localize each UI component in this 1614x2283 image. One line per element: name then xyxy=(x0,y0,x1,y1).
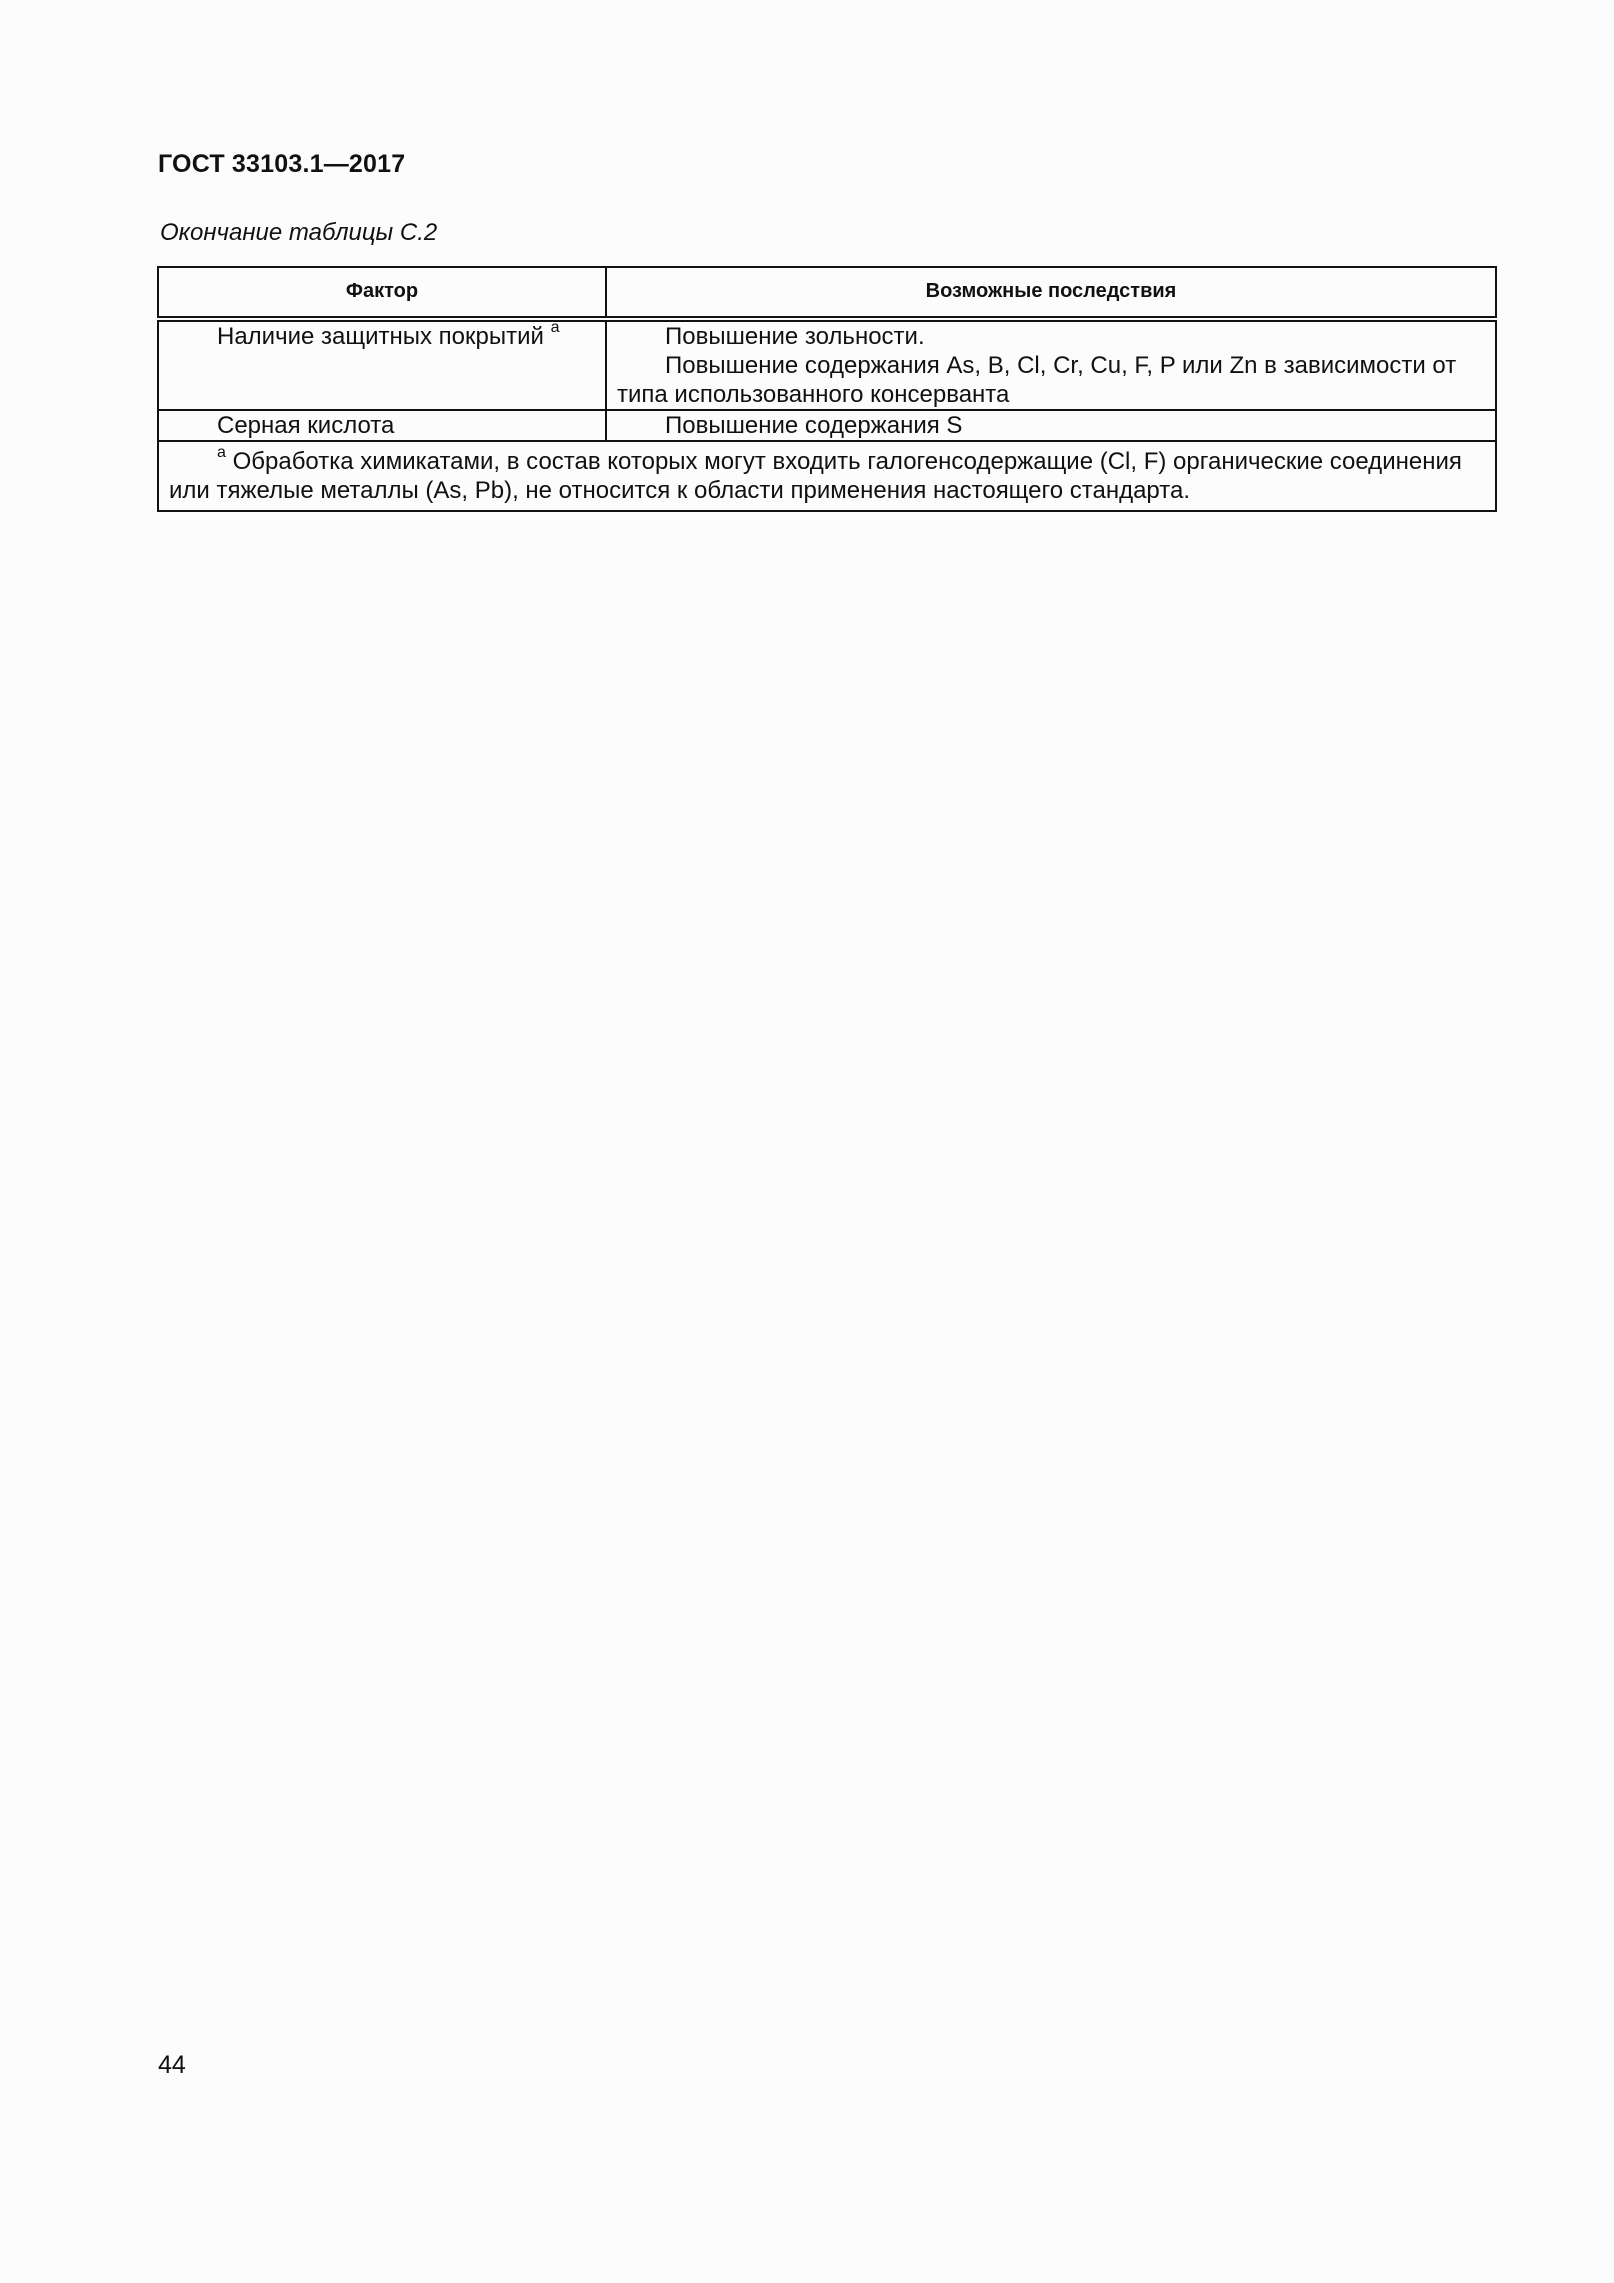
table-row xyxy=(158,410,1496,441)
factor-text: Наличие защитных покрытий xyxy=(217,323,544,350)
factors-table xyxy=(157,266,1497,512)
table-footnote xyxy=(158,441,1496,511)
table-caption: Окончание таблицы С.2 xyxy=(160,219,438,246)
table-footnote-row xyxy=(158,441,1496,511)
factor-text: Серная кислота xyxy=(217,412,395,439)
consequences-cell xyxy=(606,319,1496,410)
consequence-line: Повышение содержания As, B, Cl, Cr, Cu, F, P или Zn в зависимости от типа использованного консерванта xyxy=(617,352,1457,408)
column-header-factor: Фактор xyxy=(158,267,606,319)
footnote-mark: а xyxy=(550,319,560,336)
table-header-row xyxy=(158,267,1496,319)
consequences-cell xyxy=(606,410,1496,441)
consequence-line: Повышение зольности. xyxy=(665,323,925,350)
table-row xyxy=(158,319,1496,410)
column-header-consequences: Возможные последствия xyxy=(606,267,1496,319)
footnote-mark: а xyxy=(217,444,226,461)
footnote-text: Обработка химикатами, в состав которых могут входить галогенсодержащие (Cl, F) органические соединения или тяжелые металлы (As, Pb), не относится к области применения настоящего стандарта. xyxy=(169,448,1462,504)
table-container xyxy=(157,266,1497,512)
factor-cell xyxy=(158,410,606,441)
factor-cell xyxy=(158,319,606,410)
consequence-line: Повышение содержания S xyxy=(665,412,963,439)
page-number: 44 xyxy=(158,2051,186,2079)
document-standard-id: ГОСТ 33103.1—2017 xyxy=(158,150,406,178)
